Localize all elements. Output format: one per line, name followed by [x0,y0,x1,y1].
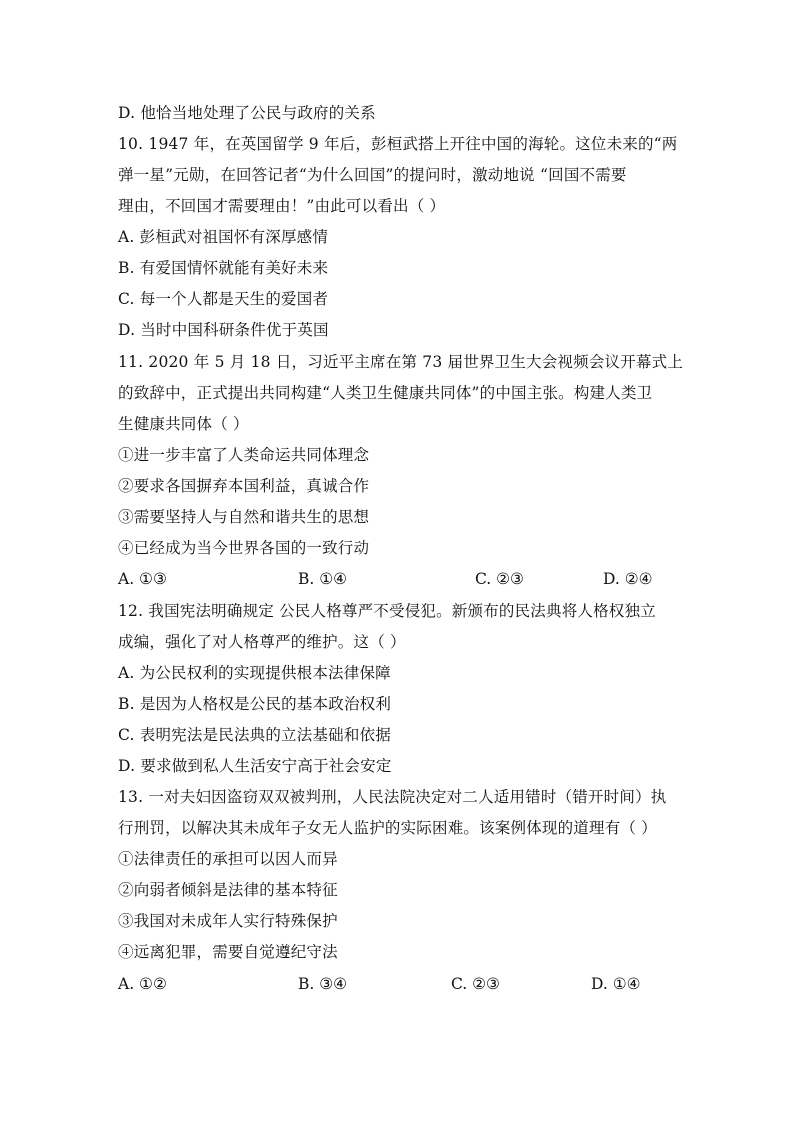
q13-stem-line-2: 行刑罚，以解决其未成年子女无人监护的实际困难。该案例体现的道理有（ ） [118,819,657,837]
q13-choices-row [118,974,678,994]
q11-choices-row [118,569,678,589]
q11-choice-d: D. ②④ [603,570,653,588]
q12-option-c: C. 表明宪法是民法典的立法基础和依据 [118,726,391,744]
q13-choice-d: D. ①④ [591,975,641,993]
q11-choice-a: A. ①③ [118,570,167,588]
q13-item-3: ③我国对未成年人实行特殊保护 [118,912,338,930]
q11-item-4: ④已经成为当今世界各国的一致行动 [118,539,370,557]
q11-item-2: ②要求各国摒弃本国利益，真诚合作 [118,477,370,495]
q12-option-b: B. 是因为人格权是公民的基本政治权利 [118,695,392,713]
q10-option-d: D. 当时中国科研条件优于英国 [118,321,329,339]
q12-stem-line-1: 12. 我国宪法明确规定 公民人格尊严不受侵犯。新颁布的民法典将人格权独立 [118,602,656,620]
q13-choice-a: A. ①② [118,975,167,993]
q11-item-3: ③需要坚持人与自然和谐共生的思想 [118,508,370,526]
q10-stem-line-1: 10. 1947 年，在英国留学 9 年后，彭桓武搭上开往中国的海轮。这位未来的“两 [118,135,678,153]
q13-choice-c: C. ②③ [451,975,500,993]
q10-option-c: C. 每一个人都是天生的爱国者 [118,290,329,308]
q11-item-1: ①进一步丰富了人类命运共同体理念 [118,446,370,464]
q13-stem-line-1: 13. 一对夫妇因盗窃双双被判刑，人民法院决定对二人适用错时（错开时间）执 [118,788,667,806]
q13-item-4: ④远离犯罪，需要自觉遵纪守法 [118,943,338,961]
q10-stem-line-2: 弹一星”元勋，在回答记者“为什么回国”的提问时，激动地说 “回国不需要 [118,166,627,184]
q12-option-d: D. 要求做到私人生活安宁高于社会安定 [118,757,392,775]
q12-stem-line-2: 成编，强化了对人格尊严的维护。这（ ） [118,633,406,651]
q11-stem-line-1: 11. 2020 年 5 月 18 日，习近平主席在第 73 届世界卫生大会视频会议开幕式上 [118,353,684,371]
q9-option-d: D. 他恰当地处理了公民与政府的关系 [118,104,376,122]
q11-stem-line-2: 的致辞中，正式提出共同构建“人类卫生健康共同体”的中国主张。构建人类卫 [118,384,653,402]
q13-item-2: ②向弱者倾斜是法律的基本特征 [118,881,338,899]
q10-option-a: A. 彭桓武对祖国怀有深厚感情 [118,228,329,246]
q11-choice-c: C. ②③ [475,570,524,588]
q11-stem-line-3: 生健康共同体（ ） [118,415,249,433]
q10-option-b: B. 有爱国情怀就能有美好未来 [118,259,329,277]
q12-option-a: A. 为公民权利的实现提供根本法律保障 [118,664,391,682]
q10-stem-line-3: 理由，不回国才需要理由！”由此可以看出（ ） [118,197,446,215]
q13-item-1: ①法律责任的承担可以因人而异 [118,850,338,868]
q11-choice-b: B. ①④ [298,570,348,588]
q13-choice-b: B. ③④ [298,975,348,993]
